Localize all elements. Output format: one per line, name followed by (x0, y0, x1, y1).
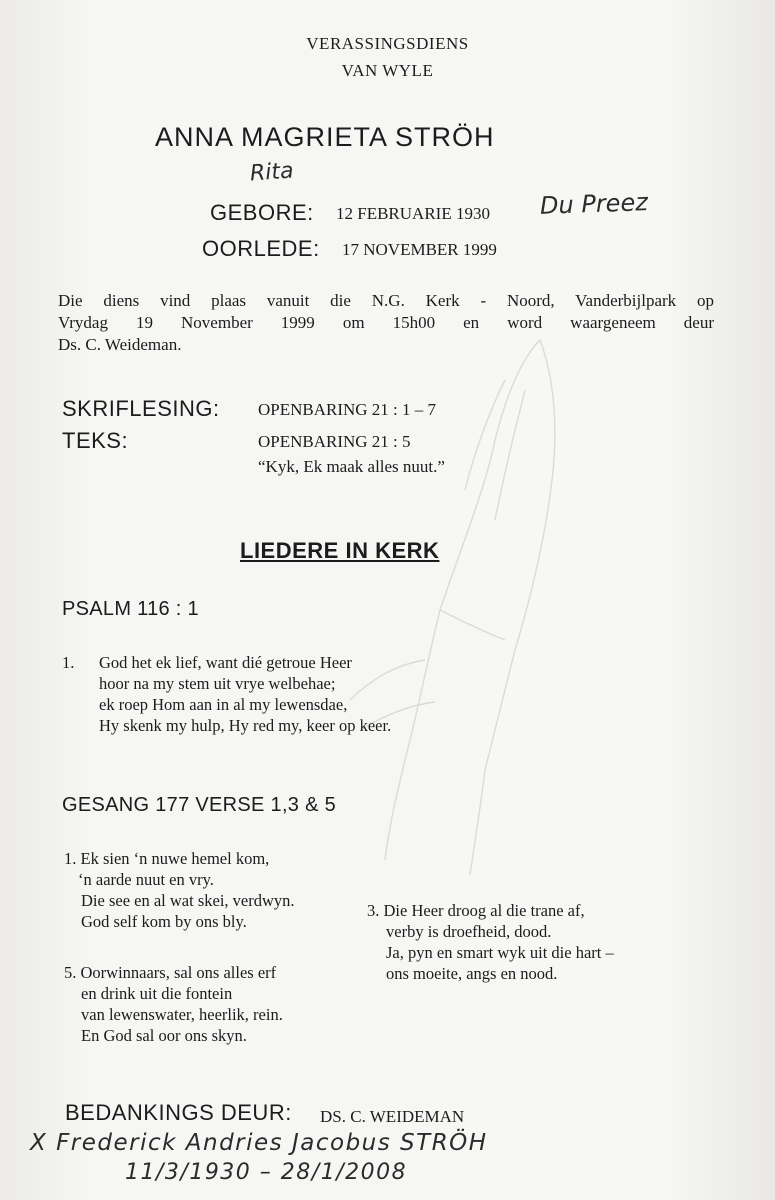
heading-line-1: VERASSINGSDIENS (306, 34, 469, 53)
gesang-line: God self kom by ons bly. (81, 912, 247, 931)
handwritten-maiden-name: Du Preez (539, 188, 649, 220)
psalm-verse-number: 1. (62, 653, 75, 672)
born-value: 12 FEBRUARIE 1930 (336, 204, 490, 223)
scripture-value: OPENBARING 21 : 1 – 7 (258, 400, 437, 419)
service-line-3: Ds. C. Weideman. (58, 335, 182, 354)
gesang-verse-3 (367, 900, 614, 984)
gesang-line: verby is droefheid, dood. (386, 922, 552, 941)
handwritten-nickname: Rita (249, 158, 295, 187)
gesang-line: 3. Die Heer droog al die trane af, (367, 901, 585, 920)
psalm-verse (99, 652, 391, 736)
born-label: GEBORE: (210, 200, 314, 225)
gesang-line: Die see en al wat skei, verdwyn. (81, 891, 295, 910)
thanks-label: BEDANKINGS DEUR: (65, 1100, 292, 1125)
died-label: OORLEDE: (202, 236, 320, 261)
gesang-verse-1 (64, 848, 295, 932)
songs-heading: LIEDERE IN KERK (240, 538, 440, 563)
deceased-name: ANNA MAGRIETA STRÖH (155, 122, 495, 152)
thanks-value: DS. C. WEIDEMAN (320, 1107, 465, 1126)
handwritten-footer-name: X Frederick Andries Jacobus STRÖH (30, 1130, 488, 1156)
scripture-label: SKRIFLESING: (62, 396, 220, 421)
psalm-line: Hy skenk my hulp, Hy red my, keer op keer. (99, 716, 392, 735)
gesang-verse-5 (64, 962, 283, 1046)
psalm-line: ek roep Hom aan in al my lewensdae, (99, 695, 348, 714)
service-paragraph (58, 290, 714, 356)
gesang-line: van lewenswater, heerlik, rein. (81, 1005, 283, 1024)
gesang-line: ‘n aarde nuut en vry. (78, 870, 214, 889)
service-line-1: Die diens vind plaas vanuit die N.G. Kerk - Noord, Vanderbijlpark op (58, 291, 714, 310)
text-quote: “Kyk, Ek maak alles nuut.” (258, 457, 445, 476)
psalm-title: PSALM 116 : 1 (62, 598, 199, 620)
gesang-title: GESANG 177 VERSE 1,3 & 5 (62, 794, 336, 816)
text-label: TEKS: (62, 428, 129, 453)
gesang-line: 1. Ek sien ‘n nuwe hemel kom, (64, 849, 270, 868)
gesang-line: ons moeite, angs en nood. (386, 964, 558, 983)
gesang-line: En God sal oor ons skyn. (81, 1026, 247, 1045)
gesang-line: en drink uit die fontein (81, 984, 233, 1003)
gesang-line: 5. Oorwinnaars, sal ons alles erf (64, 963, 277, 982)
text-value: OPENBARING 21 : 5 (258, 432, 411, 451)
gesang-line: Ja, pyn en smart wyk uit die hart – (386, 943, 614, 962)
psalm-line: hoor na my stem uit vrye welbehae; (99, 674, 336, 693)
psalm-line: God het ek lief, want dié getroue Heer (99, 653, 352, 672)
service-line-2: Vrydag 19 November 1999 om 15h00 en word waargeneem deur (58, 313, 714, 332)
heading-line-2: VAN WYLE (341, 61, 434, 80)
died-value: 17 NOVEMBER 1999 (342, 240, 497, 259)
handwritten-footer-dates: 11/3/1930 – 28/1/2008 (125, 1160, 408, 1185)
